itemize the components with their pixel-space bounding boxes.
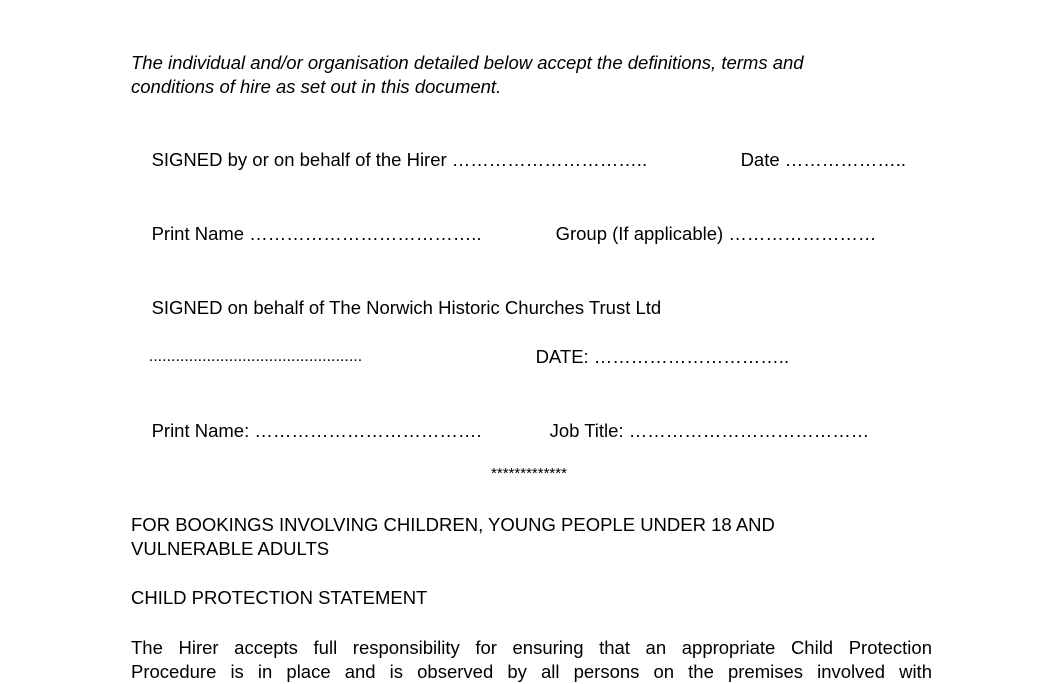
trust-job-title-label: Job Title: ………………………………… <box>549 420 870 441</box>
trust-date-field <box>515 321 789 393</box>
child-protection-heading: CHILD PROTECTION STATEMENT <box>131 587 428 608</box>
section-separator: ************* <box>491 465 567 482</box>
hirer-group-field <box>535 198 876 270</box>
bookings-heading-line-1: FOR BOOKINGS INVOLVING CHILDREN, YOUNG PEOPLE UNDER 18 AND <box>131 514 775 535</box>
hirer-date-field <box>720 124 906 196</box>
hirer-signed-line <box>131 124 647 196</box>
trust-signature-dots: ................................................ <box>148 348 363 365</box>
hirer-group-label: Group (If applicable) …………………… <box>555 223 877 244</box>
hirer-date-label: Date ……………….. <box>740 149 907 170</box>
bookings-heading-line-2: VULNERABLE ADULTS <box>131 538 330 559</box>
hirer-signed-label: SIGNED by or on behalf of the Hirer ………………………….. <box>151 149 648 170</box>
child-protection-paragraph <box>131 636 932 684</box>
trust-date-label: DATE: ………………………….. <box>535 346 790 367</box>
child-protection-line-1: The Hirer accepts full responsibility for ensuring that an appropriate Child Protection <box>131 637 932 658</box>
bookings-heading <box>131 513 931 561</box>
child-protection-line-2: Procedure is in place and is observed by all persons on the premises involved with <box>131 661 932 682</box>
trust-print-name-label: Print Name: ………………………………. <box>151 420 482 441</box>
hirer-print-name-field <box>131 198 482 270</box>
hirer-print-name-label: Print Name ……………………………….. <box>151 223 482 244</box>
trust-job-title-field <box>529 395 869 467</box>
trust-signed-label: SIGNED on behalf of The Norwich Historic Churches Trust Ltd <box>151 297 662 318</box>
intro-statement <box>131 51 931 99</box>
trust-signature-field <box>131 321 362 393</box>
intro-line-2: conditions of hire as set out in this document. <box>131 76 502 97</box>
intro-line-1: The individual and/or organisation detailed below accept the definitions, terms and <box>131 52 804 73</box>
trust-print-name-field <box>131 395 482 467</box>
